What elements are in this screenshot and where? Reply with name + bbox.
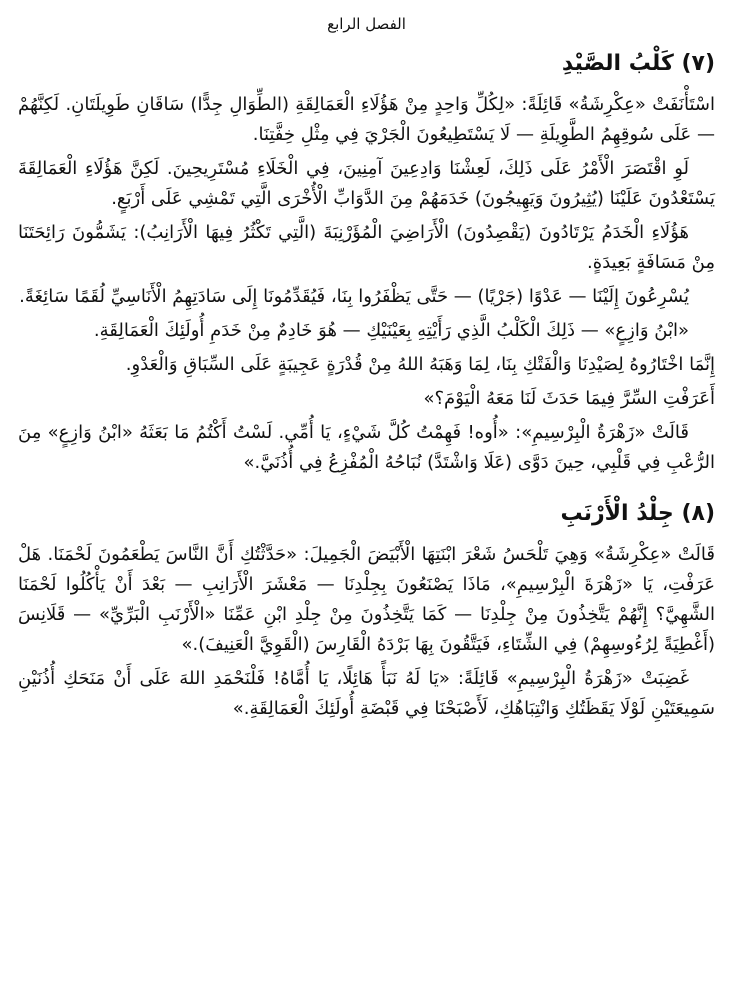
paragraph: هَؤُلَاءِ الْخَدَمُ يَرْتَادُونَ (يَقْصِدُونَ) الْأَرَاضِيَ الْمُؤَرْنِبَةَ (الَّتِي تَكْثُرُ فِيهَا الْأَرَانِبُ): يَشَمُّونَ رَائِحَتَنَا مِنْ مَسَافَةٍ بَعِيدَةٍ. bbox=[18, 222, 715, 273]
running-header-chapter: الفصل الرابع bbox=[327, 15, 406, 33]
section-heading-rabbit-skin: (٨) جِلْدُ الْأَرْنَبِ bbox=[560, 501, 715, 526]
paragraph: غَضِبَتْ «زَهْرَةُ الْبِرْسِيمِ» قَائِلَةً: «يَا لَهُ نَبَأً هَائِلًا، يَا أُمَّاهُ! فَلْنَحْمَدِ اللهَ عَلَى أَنْ مَنَحَكِ أُذُنَيْنِ سَمِيعَتَيْنِ لَوْلَا يَقَظَتُكِ وَانْتِبَاهُكِ، لَأَصْبَحْنَا فِي قَبْضَةِ أُولَئِكَ الْعَمَالِقَةِ.» bbox=[18, 668, 715, 719]
paragraph: قَالَتْ «عِكْرِشَةُ» وَهِيَ تَلْحَسُ شَعْرَ ابْنَتِهَا الْأَبْيَضَ الْجَمِيلَ: «حَدَّثْتُكِ أَنَّ النَّاسَ يَطْعَمُونَ لَحْمَنَا. هَلْ عَرَفْتِ، يَا «زَهْرَةَ الْبِرْسِيمِ»، مَاذَا يَصْنَعُونَ بِجِلْدِنَا — مَعْشَرَ الْأَرَانِبِ — بَعْدَ أَنْ يَأْكُلُوا لَحْمَنَا الشَّهِيَّ؟ إِنَّهُمْ يَتَّخِذُونَ مِنْ جِلْدِنَا — كَمَا يَتَّخِذُونَ مِنْ جِلْدِ ابْنِ عَمِّنَا «الْأَرْنَبِ الْبَرِّيِّ» — قَلَانِسَ (أَغْطِيَةً لِرُءُوسِهِمْ) فِي الشِّتَاءِ، فَيَتَّقُونَ بِهَا بَرْدَهُ الْقَارِسَ (الْقَوِيَّ الْعَنِيفَ).» bbox=[18, 544, 715, 655]
paragraph: لَوِ اقْتَصَرَ الْأَمْرُ عَلَى ذَلِكَ، لَعِشْنَا وَادِعِينَ آمِنِينَ، فِي الْخَلَاءِ مُسْتَرِيحِينَ. لَكِنَّ هَؤُلَاءِ الْعَمَالِقَةَ يَسْتَعْدُونَ عَلَيْنَا (يُثِيرُونَ وَيَهِيجُونَ) خَدَمَهُمْ مِنَ الدَّوَابِّ الْأُخْرَى الَّتِي تَمْشِي عَلَى أَرْبَعٍ. bbox=[18, 158, 715, 209]
paragraph: يُسْرِعُونَ إِلَيْنَا — عَدْوًا (جَرْيًا) — حَتَّى يَظْفَرُوا بِنَا، فَيُقَدِّمُونَا إِلَى سَادَتِهِمُ الْأَنَاسِيِّ لُقَمًا سَائِغَةً. bbox=[19, 286, 689, 307]
section-heading-hunting-dog: (٧) كَلْبُ الصَّيْدِ bbox=[561, 51, 715, 76]
paragraph: قَالَتْ «زَهْرَةُ الْبِرْسِيمِ»: «أُوه! فَهِمْتُ كُلَّ شَيْءٍ، يَا أُمِّي. لَسْتُ أَكْتُمُ مَا بَعَثَهُ «ابْنُ وَازِعٍ» مِنَ الرُّعْبِ فِي قَلْبِي، حِينَ دَوَّى (عَلَا وَاشْتَدَّ) نُبَاحُهُ الْمُفْزِعُ فِي أُذُنَيَّ.» bbox=[18, 422, 715, 473]
paragraph: «ابْنُ وَازِعٍ» — ذَلِكَ الْكَلْبُ الَّذِي رَأَيْتِهِ بِعَيْنَيْكِ — هُوَ خَادِمٌ مِنْ خَدَمِ أُولَئِكَ الْعَمَالِقَةِ. bbox=[93, 320, 689, 341]
paragraph: أَعَرَفْتِ السِّرَّ فِيمَا حَدَثَ لَنَا مَعَهُ الْيَوْمَ؟» bbox=[423, 388, 715, 409]
paragraph: إِنَّمَا اخْتَارُوهُ لِصَيْدِنَا وَالْفَتْكِ بِنَا، لِمَا وَهَبَهُ اللهُ مِنْ قُدْرَةٍ عَجِيبَةٍ عَلَى السِّبَاقِ وَالْعَدْوِ. bbox=[125, 354, 715, 375]
paragraph: اسْتَأْنَفَتْ «عِكْرِشَةُ» قَائِلَةً: «لِكُلِّ وَاحِدٍ مِنْ هَؤُلَاءِ الْعَمَالِقَةِ (الطِّوَالِ جِدًّا) سَاقَانِ طَوِيلَتَانِ. لَكِنَّهُمْ — عَلَى سُوقِهِمُ الطَّوِيلَةِ — لَا يَسْتَطِيعُونَ الْجَرْيَ فِي مِثْلِ خِفَّتِنَا. bbox=[18, 94, 715, 145]
